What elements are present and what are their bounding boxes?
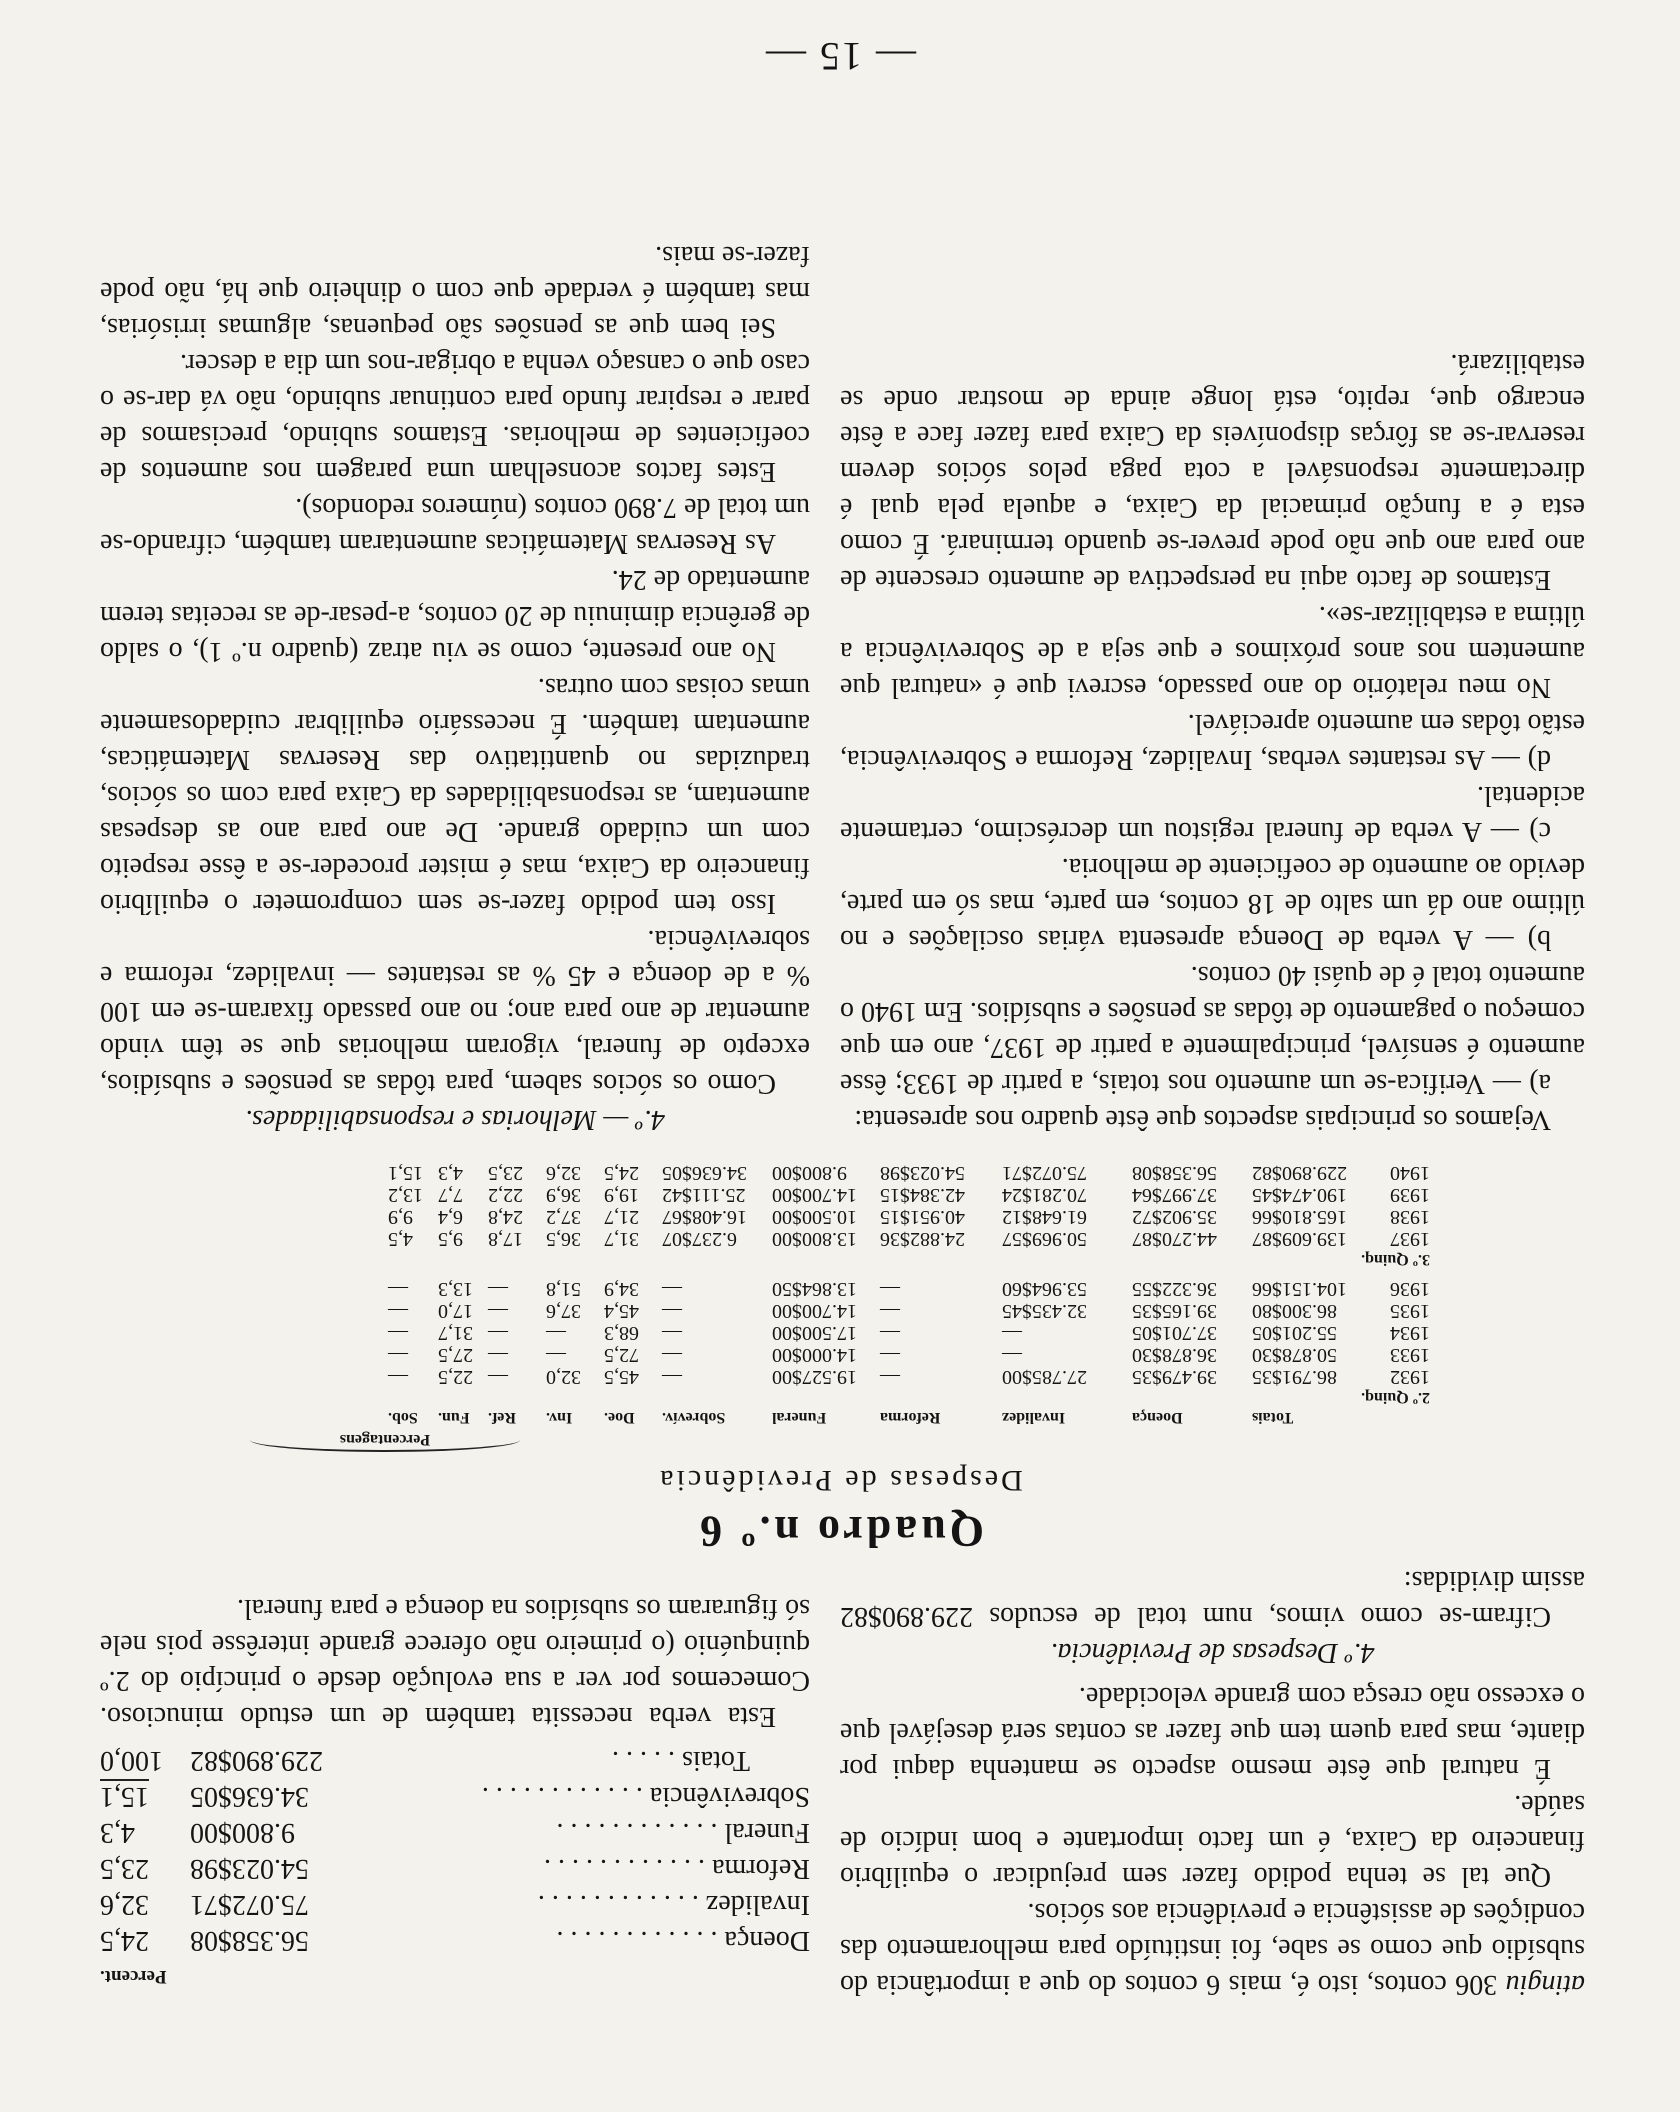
table-cell: — [1002, 1322, 1022, 1344]
row-percent: 15,1 [100, 1781, 149, 1812]
table-cell: 19.527$00 [772, 1366, 857, 1388]
row-label: Funeral . . [360, 1814, 810, 1850]
table-title: Quadro n.º 6 [696, 1507, 984, 1556]
table-row [250, 1322, 1430, 1344]
table-cell: 15,1 [388, 1162, 423, 1184]
table-cell: 13.864$50 [772, 1278, 857, 1300]
header-cell: Sobrevív. [662, 1409, 726, 1426]
table-cell: 36.878$30 [1132, 1344, 1217, 1366]
table-cell: 37.997$64 [1132, 1184, 1217, 1206]
table-cell: 1938 [1390, 1206, 1430, 1228]
table-row [250, 1228, 1430, 1250]
table-cell: 17,8 [488, 1228, 523, 1250]
table-cell: 9.800$00 [772, 1162, 847, 1184]
table-cell: 19,9 [604, 1184, 639, 1206]
right-column-top [100, 1590, 810, 2002]
quinquennium-3-rows [250, 1162, 1430, 1250]
quinquennium-2-rows [250, 1278, 1430, 1388]
table-cell: 1939 [1390, 1184, 1430, 1206]
table-cell: 70.281$24 [1002, 1184, 1087, 1206]
group-label: Percentagens [250, 1428, 520, 1452]
table-cell: 39.479$35 [1132, 1366, 1217, 1388]
table-cell: 37,2 [546, 1206, 581, 1228]
table-cell: 25.111$42 [662, 1184, 746, 1206]
table-cell: 139.609$87 [1252, 1228, 1347, 1250]
table-cell: — [880, 1300, 900, 1322]
paragraph-8: b) — A verba de Doença apresenta várias oscilações e no último ano dá um salto de 18 contos, em parte, mas só em parte, devido ao aumento de coeficiente de melhoria. [840, 852, 1585, 955]
table-cell: 27.785$00 [1002, 1366, 1087, 1388]
percent-table [100, 1742, 810, 1994]
table-cell: 4,5 [388, 1228, 413, 1250]
row-value: 9.800$00 [190, 1817, 295, 1848]
header-cell: Totais [1252, 1409, 1294, 1426]
header-cell: Doe. [604, 1409, 635, 1426]
table-cell: 44.270$87 [1132, 1228, 1217, 1250]
row-value: 54.023$98 [190, 1853, 309, 1884]
header-cell: Inv. [546, 1409, 573, 1426]
table-cell: 61.648$12 [1002, 1206, 1087, 1228]
row-label: Invalidez . . [360, 1886, 810, 1922]
percent-row-doenca [100, 1922, 810, 1958]
paragraph-10: d) — As restantes verbas, Invalidez, Reforma e Sobrevivência, estão tôdas em aumento apreciável. [840, 708, 1585, 775]
table-cell: 21,7 [604, 1206, 639, 1228]
table-cell: — [662, 1344, 682, 1366]
table-cell: 1933 [1390, 1344, 1430, 1366]
table-cell: 7,7 [438, 1184, 463, 1206]
table-cell: 13,2 [388, 1184, 423, 1206]
left-column-top [840, 1562, 1585, 2002]
table-cell: — [388, 1322, 408, 1344]
table-cell: 68,3 [604, 1322, 639, 1344]
table-cell: 1932 [1390, 1366, 1430, 1388]
paragraph-1 [840, 1894, 1585, 2002]
table-cell: 36,9 [546, 1184, 581, 1206]
table-cell: — [880, 1278, 900, 1300]
table-cell: — [488, 1278, 508, 1300]
table-cell: 24,8 [488, 1206, 523, 1228]
table-cell: 27,5 [438, 1344, 473, 1366]
header-cell: Fun. [438, 1409, 470, 1426]
table-cell: — [388, 1344, 408, 1366]
table-cell: 50.878$30 [1252, 1344, 1337, 1366]
table-cell: 9,5 [438, 1228, 463, 1250]
table-cell: 34.636$05 [662, 1162, 747, 1184]
table-cell: 39.165$35 [1132, 1300, 1217, 1322]
table-cell: 1940 [1390, 1162, 1430, 1184]
table-cell: — [488, 1322, 508, 1344]
percent-row-total [100, 1742, 810, 1778]
table-cell: 51,8 [546, 1278, 581, 1300]
table-cell: 17.500$00 [772, 1322, 857, 1344]
header-cell: Doença [1132, 1409, 1183, 1426]
table-cell: 4,3 [438, 1162, 463, 1184]
table-cell: 36,5 [546, 1228, 581, 1250]
paragraph-18: Sei bem que as pensões são pequenas, algumas irrisórias, mas também é verdade que com o dinheiro que há, não pode fazer-se mais. [100, 240, 810, 343]
paragraph-15: No ano presente, como se viu atraz (quadro n.º 1), o saldo de gerência diminuiu de 20 contos, a-pesar-de as receitas terem aumentado de 24. [100, 564, 810, 667]
table-row [250, 1206, 1430, 1228]
table-cell: — [388, 1300, 408, 1322]
paragraph-13: Como os sócios sabem, para tôdas as pensões e subsídios, excepto de funeral, vigoram melhorias que se têm vindo aumentar de ano para ano; no ano passado fixaram-se em 100 % a de doença e 45 % as restantes — invalidez, reforma e sobrevivência. [100, 924, 810, 1099]
table-cell: 45,5 [604, 1366, 639, 1388]
table-cell: 32,6 [546, 1162, 581, 1184]
table-cell: 190.474$45 [1252, 1184, 1347, 1206]
right-column-bottom [100, 237, 810, 1137]
paragraph-11: No meu relatório do ano passado, escrevi que é «natural que aumentem nos anos próximos e que seja a de Sobrevivência a última a estabilizar-se». [840, 600, 1585, 703]
table-row [250, 1278, 1430, 1300]
percent-row-funeral [100, 1814, 810, 1850]
table-row [250, 1300, 1430, 1322]
total-percent: 100,0 [100, 1745, 163, 1776]
paragraph-1-text: 306 contos, isto é, mais 6 contos do que a importância do subsídio que como se sabe, foi instituído para melhoramento das condições de assistência e previdência aos sócios. [839, 1897, 1585, 2000]
percent-row-invalidez [100, 1886, 810, 1922]
row-label: Doença . . [360, 1922, 810, 1958]
table-cell: 35.902$72 [1132, 1206, 1217, 1228]
paragraph-4: Cifram-se como vimos, num total de escudos 229.890$82 assim divididas: [840, 1565, 1585, 1632]
table-cell: 23,5 [488, 1162, 523, 1184]
row-percent: 24,5 [100, 1925, 149, 1956]
row-value: 56.358$08 [190, 1925, 309, 1956]
header-cell: Funeral [772, 1409, 827, 1426]
table-cell: 9,9 [388, 1206, 413, 1228]
table-cell: — [488, 1300, 508, 1322]
table-cell: 56.358$08 [1132, 1162, 1217, 1184]
header-cell: Ref. [488, 1409, 516, 1426]
table-cell: 22,2 [488, 1184, 523, 1206]
header-cell: Reforma [880, 1409, 941, 1426]
paragraph-3: É natural que êste mesmo aspecto se mantenha daqui por diante, mas para quem tem que fazer as contas será desejável que o excesso não cresça com grande velocidade. [840, 1681, 1585, 1784]
percent-header: Percent. [100, 1966, 167, 1987]
table-cell: 75.072$71 [1002, 1162, 1087, 1184]
table-cell: — [662, 1278, 682, 1300]
header-cell: Invalidez [1002, 1409, 1066, 1426]
percentages-group-header [250, 1428, 1430, 1452]
paragraph-17: Estes factos aconselham uma paragem nos aumentos de coeficientes de melhorias. Estamos subindo, precisamos de parar e respirar fundo para continuar subindo, não vá dar-se o caso que o cansaço venha a obrigar-nos um dia a descer. [100, 348, 810, 487]
table-subtitle: Despesas de Previdência [657, 1464, 1023, 1497]
paragraph-2: Que tal se tenha podido fazer sem prejudicar o equilíbrio financeiro da Caixa, é um facto importante e bom indício de saúde. [840, 1789, 1585, 1892]
table-cell: 14.700$00 [772, 1300, 857, 1322]
percent-row-reforma [100, 1850, 810, 1886]
table-cell: 6.237$07 [662, 1228, 737, 1250]
table-cell: 104.151$66 [1252, 1278, 1347, 1300]
left-column-bottom [840, 345, 1585, 1137]
table-cell: 42.384$15 [880, 1184, 965, 1206]
table-cell: 165.810$66 [1252, 1206, 1347, 1228]
table-cell: — [880, 1322, 900, 1344]
table-cell: — [1002, 1344, 1022, 1366]
paragraph-5: Esta verba necessita também de um estudo minucioso. Comecemos por ver a sua evolução desde o princípio do 2.º quinquénio (o primeiro não oferece grande interêsse pois nele só figuraram os subsídios na doença e para funeral. [100, 1593, 810, 1732]
table-cell: 14.000$00 [772, 1344, 857, 1366]
table-cell: 1936 [1390, 1278, 1430, 1300]
table-cell: 50.969$57 [1002, 1228, 1087, 1250]
table-row [250, 1366, 1430, 1388]
table-cell: 86.300$80 [1252, 1300, 1337, 1322]
table-cell: 13,3 [438, 1278, 473, 1300]
table-cell: — [880, 1366, 900, 1388]
emphasis: atingiu [1505, 1969, 1585, 2000]
total-label: Totais . . [360, 1742, 750, 1778]
row-value: 34.636$05 [190, 1781, 309, 1812]
table-cell: — [388, 1278, 408, 1300]
table-cell: 36.322$55 [1132, 1278, 1217, 1300]
table-cell: — [546, 1322, 566, 1344]
table-cell: 53.964$60 [1002, 1278, 1087, 1300]
table-cell: — [662, 1366, 682, 1388]
table-cell: 24,5 [604, 1162, 639, 1184]
table-cell: 72,5 [604, 1344, 639, 1366]
table-cell: 37.701$05 [1132, 1322, 1217, 1344]
page-number: — 15 — [764, 34, 916, 79]
table-cell: 32,0 [546, 1366, 581, 1388]
paragraph-16: As Reservas Matemáticas aumentaram também, cifrando-se um total de 7.890 contos (números redondos). [100, 492, 810, 559]
quinquennium-2-label: 2.º Quinq. [1361, 1389, 1430, 1406]
total-value: 229.890$82 [190, 1745, 323, 1776]
row-label: Sobrevivência . . [360, 1778, 810, 1814]
percent-row-sobrevivencia [100, 1778, 810, 1814]
table-cell: — [880, 1344, 900, 1366]
paragraph-7: a) — Verifica-se um aumento nos totais, a partir de 1933; êsse aumento é sensível, principalmente a partir de 1937, ano em que começou o pagamento de tôdas as pensões e subsídios. Em 1940 o aumento total é de quási 40 contos. [840, 960, 1585, 1099]
table-cell: — [546, 1344, 566, 1366]
table-cell: 16.408$67 [662, 1206, 747, 1228]
paragraph-14: Isso tem podido fazer-se sem comprometer o equilíbrio financeiro da Caixa, mas é mister proceder-se a êsse respeito com um cuidado grande. De ano para ano as despesas aumentam, as responsabilidades da Caixa para com os sócios, traduzidas no quantitativo das Reservas Matemáticas, aumentam também. É necessário equilibrar cuidadosamente umas coisas com outras. [100, 672, 810, 919]
section-heading: 4.º Despesas de Previdência. [1050, 1637, 1375, 1668]
table-cell: 37,6 [546, 1300, 581, 1322]
paragraph-6: Vejamos os principais aspectos que êste quadro nos apresenta: [854, 1104, 1551, 1135]
table-cell: 54.023$98 [880, 1162, 965, 1184]
paragraph-9: c) — A verba de funeral registou um decréscimo, certamente acidental. [840, 780, 1585, 847]
table-cell: 45,4 [604, 1300, 639, 1322]
quinquennium-3-label: 3.º Quinq. [1361, 1251, 1430, 1268]
table-row [250, 1162, 1430, 1184]
table-cell: — [488, 1366, 508, 1388]
table-cell: 40.951$15 [880, 1206, 965, 1228]
table-cell: 1937 [1390, 1228, 1430, 1250]
table-cell: — [662, 1300, 682, 1322]
table-cell: 1934 [1390, 1322, 1430, 1344]
table-cell: 32.435$45 [1002, 1300, 1087, 1322]
table-cell: 24.882$36 [880, 1228, 965, 1250]
table-cell: 31,7 [604, 1228, 639, 1250]
table-cell: 229.890$82 [1252, 1162, 1347, 1184]
table-row [250, 1184, 1430, 1206]
table-header-row [250, 1406, 1430, 1428]
row-percent: 32,6 [100, 1889, 149, 1920]
table-cell: 6,4 [438, 1206, 463, 1228]
row-percent: 23,5 [100, 1853, 149, 1884]
quadro-table [250, 1162, 1430, 1452]
table-cell: — [388, 1366, 408, 1388]
table-cell: — [488, 1344, 508, 1366]
row-label: Reforma . . [360, 1850, 810, 1886]
paragraph-12: Estamos de facto aqui na perspectiva de aumento crescente de ano para ano que não pode prever-se quando terminará. É como esta é a função primacial da Caixa, e aquela pela qual é directamente responsável a cota paga pelos sócios devem reservar-se as fôrças disponíveis da Caixa para fazer face a êste encargo que, repito, está longe ainda de mostrar onde se estabilizará. [840, 348, 1585, 595]
table-cell: 13.800$00 [772, 1228, 857, 1250]
table-cell: 10.500$00 [772, 1206, 857, 1228]
table-cell: 17,0 [438, 1300, 473, 1322]
table-cell: 1935 [1390, 1300, 1430, 1322]
table-cell: 14.700$00 [772, 1184, 857, 1206]
table-row [250, 1344, 1430, 1366]
table-cell: 34,9 [604, 1278, 639, 1300]
row-percent: 4,3 [100, 1817, 135, 1848]
header-cell: Sob. [388, 1409, 418, 1426]
table-cell: 86.791$35 [1252, 1366, 1337, 1388]
table-cell: — [662, 1322, 682, 1344]
table-cell: 22,5 [438, 1366, 473, 1388]
section-heading-2: 4.º — Melhorias e responsabilidades. [245, 1104, 665, 1135]
header-cell [1362, 1406, 1430, 1428]
table-cell: 55.201$05 [1252, 1322, 1337, 1344]
table-cell: 31,7 [438, 1322, 473, 1344]
row-value: 75.072$71 [190, 1889, 309, 1920]
